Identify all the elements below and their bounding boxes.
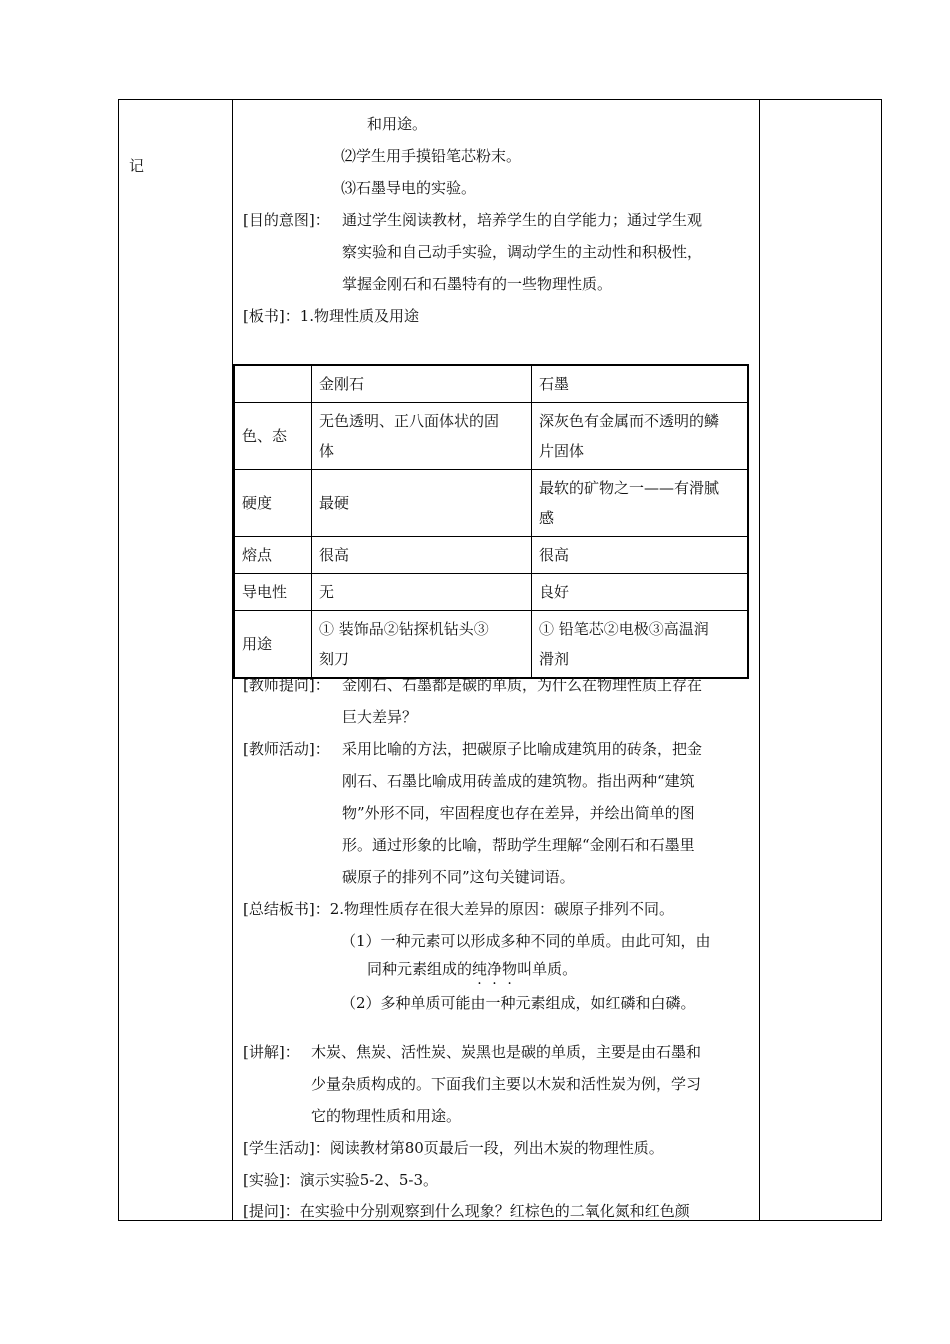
experiment: [实验]：演示实验5-2、5-3。 — [243, 1171, 439, 1189]
teacher-activity-line: 刚石、石墨比喻成用砖盖成的建筑物。指出两种“建筑 — [342, 772, 695, 790]
explain-line: 少量杂质构成的。下面我们主要以木炭和活性炭为例，学习 — [311, 1075, 702, 1093]
left-column-label: 记 — [129, 157, 145, 175]
teacher-question-line: 巨大差异？ — [342, 708, 418, 726]
purpose-tag: [目的意图]： — [243, 211, 330, 229]
diamond-cell: 无色透明、正八面体状的固 体 — [312, 403, 532, 470]
graphite-cell: ① 铅笔芯②电极③高温润 滑剂 — [532, 611, 749, 679]
lesson-plan-frame — [118, 99, 882, 1221]
teacher-question-line: 金刚石、石墨都是碳的单质，为什么在物理性质上存在 — [342, 676, 703, 694]
teacher-activity-line: 碳原子的排列不同”这句关键词语。 — [342, 868, 575, 886]
board-tag: [板书]：1.物理性质及用途 — [243, 307, 420, 325]
emphasis-char: 净 — [487, 960, 503, 978]
student-activity: [学生活动]：阅读教材第80页最后一段，列出木炭的物理性质。 — [243, 1139, 664, 1157]
text-line: ⑵学生用手摸铅笔芯粉末。 — [341, 147, 522, 165]
diamond-cell: 最硬 — [312, 470, 532, 537]
explain-line: 它的物理性质和用途。 — [311, 1107, 462, 1125]
text-line: 和用途。 — [367, 115, 428, 133]
table-header-graphite: 石墨 — [532, 365, 749, 403]
teacher-question-tag: [教师提问]： — [243, 676, 330, 694]
summary-board: [总结板书]：2.物理性质存在很大差异的原因：碳原子排列不同。 — [243, 900, 675, 918]
teacher-activity-line: 采用比喻的方法，把碳原子比喻成建筑用的砖条，把金 — [342, 740, 703, 758]
row-label: 熔点 — [234, 537, 312, 574]
purpose-line: 察实验和自己动手实验，调动学生的主动性和积极性， — [342, 243, 703, 261]
summary-item-1-cont: 同种元素组成的纯净物叫单质。 — [367, 960, 578, 978]
question: [提问]：在实验中分别观察到什么现象？红棕色的二氧化氮和红色颜 — [243, 1202, 690, 1220]
row-label: 导电性 — [234, 574, 312, 611]
teacher-activity-line: 形。通过形象的比喻，帮助学生理解“金刚石和石墨里 — [342, 836, 695, 854]
graphite-cell: 最软的矿物之一——有滑腻 感 — [532, 470, 749, 537]
summary-item-1: （1）一种元素可以形成多种不同的单质。由此可知，由 — [341, 932, 711, 950]
emphasis-char: 纯 — [472, 960, 488, 978]
emphasis-char: 物 — [502, 960, 518, 978]
row-label: 色、态 — [234, 403, 312, 470]
row-label: 用途 — [234, 611, 312, 679]
diamond-cell: 无 — [312, 574, 532, 611]
purpose-line: 通过学生阅读教材，培养学生的自学能力；通过学生观 — [342, 211, 703, 229]
explain-line: 木炭、焦炭、活性炭、炭黑也是碳的单质，主要是由石墨和 — [311, 1043, 702, 1061]
purpose-line: 掌握金刚石和石墨特有的一些物理性质。 — [342, 275, 613, 293]
diamond-cell: ① 装饰品②钻探机钻头③ 刻刀 — [312, 611, 532, 679]
graphite-cell: 很高 — [532, 537, 749, 574]
table-header-diamond: 金刚石 — [312, 365, 532, 403]
column-divider-right — [759, 100, 760, 1220]
graphite-cell: 深灰色有金属而不透明的鳞 片固体 — [532, 403, 749, 470]
graphite-cell: 良好 — [532, 574, 749, 611]
teacher-activity-line: 物”外形不同，牢固程度也存在差异，并绘出简单的图 — [342, 804, 695, 822]
diamond-cell: 很高 — [312, 537, 532, 574]
explain-tag: [讲解]： — [243, 1043, 300, 1061]
text-line: ⑶石墨导电的实验。 — [341, 179, 477, 197]
row-label: 硬度 — [234, 470, 312, 537]
summary-item-2: （2）多种单质可能由一种元素组成，如红磷和白磷。 — [341, 994, 696, 1012]
lesson-content-lower — [233, 100, 759, 1220]
teacher-activity-tag: [教师活动]： — [243, 740, 330, 758]
